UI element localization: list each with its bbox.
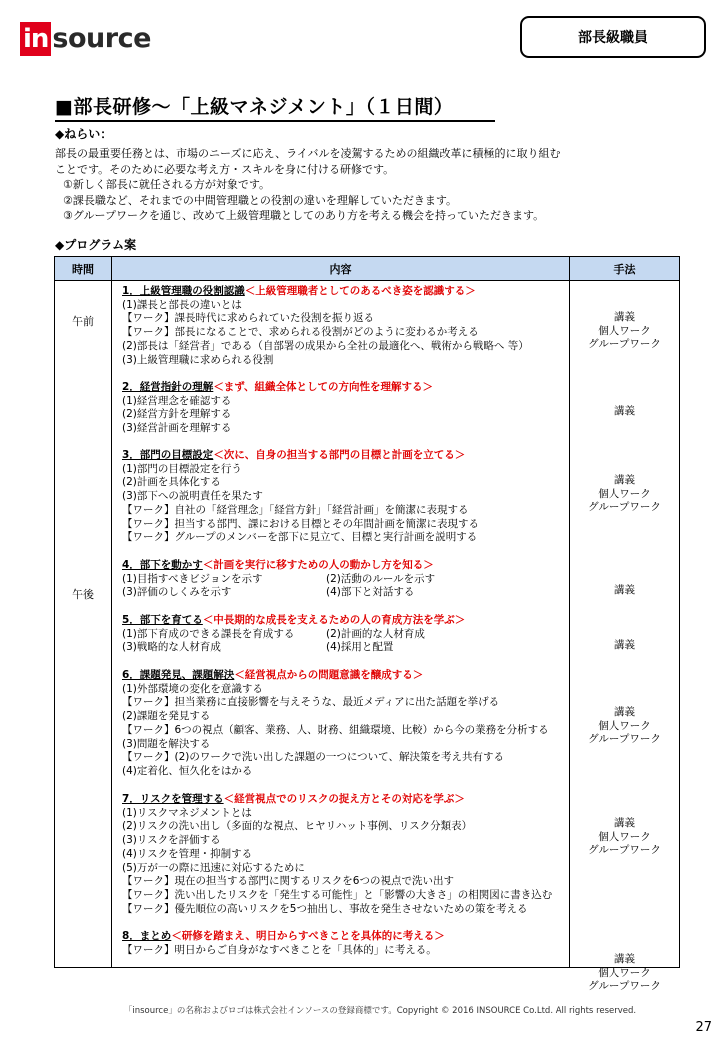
time-morning: 午前 — [72, 315, 94, 328]
aim-text — [55, 146, 695, 224]
section-line: (1)部門の目標設定を行う — [122, 462, 242, 475]
copyright-footer: 「insource」の名称およびロゴは株式会社インソースの登録商標です。Copyright © 2016 INSOURCE Co.Ltd. All rights reserved. — [123, 1006, 637, 1016]
method-list: 講義 — [614, 584, 635, 596]
section-line: 【ワーク】部長になることで、求められる役割がどのように変わるか考える — [122, 326, 479, 339]
section-line: 【ワーク】6つの視点（顧客、業務、人、財務、組織環境、比較）から今の業務を分析する — [122, 723, 549, 736]
section-line: (1)リスクマネジメントとは — [122, 806, 252, 819]
program-table — [54, 256, 680, 993]
method-list: 講義 — [614, 639, 635, 651]
section-line: 【ワーク】(2)のワークで洗い出した課題の一つについて、解決策を考え共有する — [122, 751, 504, 764]
time-cell — [55, 281, 112, 968]
section-line: (2)リスクの洗い出し（多面的な視点、ヒヤリハット事例、リスク分類表） — [122, 820, 473, 833]
section-3 — [122, 449, 563, 559]
section-2 — [122, 381, 563, 449]
section-7 — [122, 793, 563, 930]
section-5 — [122, 614, 563, 669]
header-content: 内容 — [112, 257, 570, 281]
program-heading: ◆プログラム案 — [55, 238, 137, 252]
section-line: (4)定着化、恒久化をはかる — [122, 764, 253, 777]
aim-item: ②課長職など、それまでの中間管理職との役割の違いを理解していただきます。 — [63, 193, 457, 207]
section-4 — [122, 559, 563, 614]
content-cell — [112, 281, 570, 968]
section-line: (3)部下への説明責任を果たす — [122, 490, 263, 503]
page-title: ■部長研修～「上級マネジメント」（１日間） — [55, 92, 495, 122]
section-line: (1)部下育成のできる課長を育成する (2)計画的な人材育成 — [122, 627, 425, 640]
section-line: 【ワーク】担当する部門、課における目標とその年間計画を簡潔に表現する — [122, 517, 479, 530]
section-title: 1．上級管理職の役割認識＜上級管理職者としてのあるべき姿を認識する＞ — [122, 285, 476, 297]
section-title: 4．部下を動かす＜計画を実行に移すための人の動かし方を知る＞ — [122, 559, 434, 571]
header-method: 手法 — [570, 257, 680, 281]
method-list: 講義 個人ワーク グループワーク — [588, 474, 661, 514]
aim-item: ①新しく部長に就任される方が対象です。 — [63, 178, 270, 191]
section-line: (3)戦略的な人材育成 (4)採用と配置 — [122, 641, 394, 654]
section-title: 3．部門の目標設定＜次に、自身の担当する部門の目標と計画を立てる＞ — [122, 449, 466, 461]
section-6 — [122, 669, 563, 793]
section-line: 【ワーク】優先順位の高いリスクを5つ抽出し、事故を発生させないための策を考える — [122, 902, 528, 915]
section-line: (1)目指すべきビジョンを示す (2)活動のルールを示す — [122, 572, 436, 585]
section-line: 【ワーク】自社の「経営理念」「経営方針」「経営計画」を簡潔に表現する — [122, 503, 469, 516]
section-line: (1)外部環境の変化を意識する — [122, 682, 263, 695]
section-line: 【ワーク】グループのメンバーを部下に見立て、目標と実行計画を説明する — [122, 531, 478, 544]
method-list: 講義 個人ワーク グループワーク — [588, 817, 661, 857]
method-list: 講義 — [614, 405, 635, 417]
section-line: 【ワーク】現在の担当する部門に関するリスクを6つの視点で洗い出す — [122, 875, 454, 888]
section-line: (2)課題を発見する — [122, 710, 211, 723]
section-title: 5．部下を育てる＜中長期的な成長を支えるための人の育成方法を学ぶ＞ — [122, 614, 466, 626]
section-line: 【ワーク】担当業務に直接影響を与えそうな、最近メディアに出た話題を挙げる — [122, 696, 500, 709]
section-title: 2．経営指針の理解＜まず、組織全体としての方向性を理解する＞ — [122, 381, 433, 393]
section-title: 8．まとめ＜研修を踏まえ、明日からすべきことを具体的に考える＞ — [122, 930, 445, 942]
section-line: (3)評価のしくみを示す (4)部下と対話する — [122, 586, 415, 599]
section-title: 7．リスクを管理する＜経営視点でのリスクの捉え方とその対応を学ぶ＞ — [122, 793, 465, 805]
section-line: 【ワーク】洗い出したリスクを「発生する可能性」と「影響の大きさ」の相関図に書き込む — [122, 888, 553, 901]
method-list: 講義 個人ワーク グループワーク — [588, 706, 661, 746]
section-line: (3)上級管理職に求められる役割 — [122, 353, 274, 366]
page-number: 27 — [695, 1020, 712, 1035]
aim-line: ことです。そのために必要な考え方・スキルを身に付ける研修です。 — [55, 162, 395, 176]
section-line: 【ワーク】課長時代に求められていた役割を振り返る — [122, 312, 374, 325]
aim-line: 部長の最重要任務とは、市場のニーズに応え、ライバルを凌駕するための組織改革に積極的に取り組む — [55, 147, 561, 160]
section-line: (4)リスクを管理・抑制する — [122, 847, 253, 860]
table-header-row — [55, 257, 680, 281]
section-line: (5)万が一の際に迅速に対応するために — [122, 861, 305, 874]
section-line: (2)計画を具体化する — [122, 476, 221, 489]
section-line: (1)経営理念を確認する — [122, 394, 232, 407]
logo-wordmark: source — [52, 23, 151, 54]
method-list: 講義 個人ワーク グループワーク — [588, 311, 661, 351]
method-list: 講義 個人ワーク グループワーク — [588, 953, 661, 993]
section-8 — [122, 930, 563, 957]
section-1 — [122, 285, 563, 381]
section-line: (3)経営計画を理解する — [122, 422, 232, 435]
section-title: 6．課題発見、課題解決＜経営視点からの問題意識を醸成する＞ — [122, 669, 424, 681]
time-afternoon: 午後 — [72, 588, 94, 601]
section-line: (3)リスクを評価する — [122, 834, 221, 847]
section-line: (3)問題を解決する — [122, 737, 211, 750]
section-line: 【ワーク】明日からご自身がなすべきことを「具体的」に考える。 — [122, 943, 437, 956]
method-cell — [570, 281, 680, 993]
insource-logo — [20, 22, 151, 56]
section-line: (2)経営方針を理解する — [122, 408, 232, 421]
aim-item: ③グループワークを通じ、改めて上級管理職としてのあり方を考える機会を持っていただきます。 — [63, 209, 545, 222]
section-line: (2)部長は「経営者」である（自部署の成果から全社の最適化へ、戦術から戦略へ 等） — [122, 339, 529, 352]
section-line: (1)課長と部長の違いとは — [122, 298, 242, 311]
aim-heading: ◆ねらい： — [55, 127, 113, 141]
header-time: 時間 — [55, 257, 112, 281]
logo-in-mark: in — [20, 22, 51, 56]
table-row — [55, 281, 680, 968]
audience-badge: 部長級職員 — [520, 16, 706, 58]
